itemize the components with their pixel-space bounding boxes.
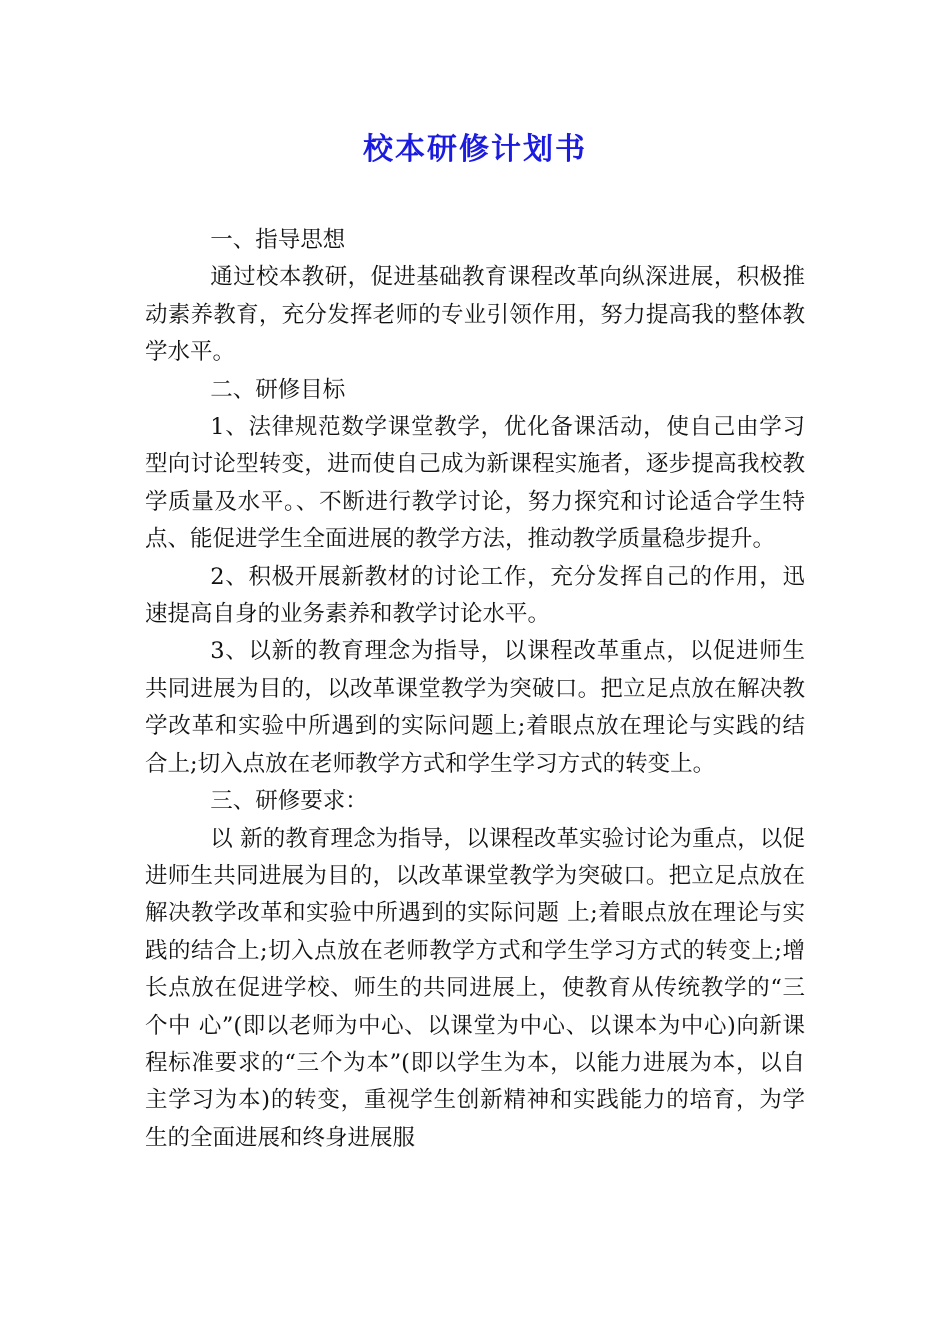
section-heading: 三、研修要求： [210, 788, 368, 815]
document-title: 校本研修计划书 [363, 132, 587, 167]
paragraph: 以 新的教育理念为指导，以课程改革实验讨论为重点，以促进师生共同进展为目的，以改革课堂教学为突破口。把立足点放在解决教学改革和实验中所遇到的实际问题 上;着眼点放在理论与实践的结合上;切入点放在老师教学方式和学生学习方式的转变上;增长点放在促进学校、师生的共同进展上，使教育从传统教学的“三个中 心”(即以老师为中心、以课堂为中心、以课本为中心)向新课程标准要求的“三个为本”(即以学生为本，以能力进展为本，以自主学习为本)的转变，重视学生创新精神和实践能力的培育，为学生的全面进展和终身进展服 [145, 825, 805, 1151]
section-heading: 一、指导思想 [210, 227, 346, 253]
paragraph: 2、积极开展新教材的讨论工作，充分发挥自己的作用，迅速提高自身的业务素养和教学讨论水平。 [145, 563, 805, 628]
paragraph: 3、以新的教育理念为指导，以课程改革重点，以促进师生共同进展为目的，以改革课堂教学为突破口。把立足点放在解决教学改革和实验中所遇到的实际问题上;着眼点放在理论与实践的结合上;切入点放在老师教学方式和学生学习方式的转变上。 [145, 638, 805, 777]
document-body [145, 222, 805, 1157]
paragraph: 通过校本教研，促进基础教育课程改革向纵深进展，积极推动素养教育，充分发挥老师的专业引领作用，努力提高我的整体教学水平。 [145, 264, 805, 366]
paragraph: 1、法律规范数学课堂教学，优化备课活动，使自己由学习型向讨论型转变，进而使自己成为新课程实施者，逐步提高我校教学质量及水平。、不断进行教学讨论，努力探究和讨论适合学生特点、能促进学生全面进展的教学方法，推动教学质量稳步提升。 [145, 414, 805, 553]
section-heading: 二、研修目标 [210, 376, 346, 403]
